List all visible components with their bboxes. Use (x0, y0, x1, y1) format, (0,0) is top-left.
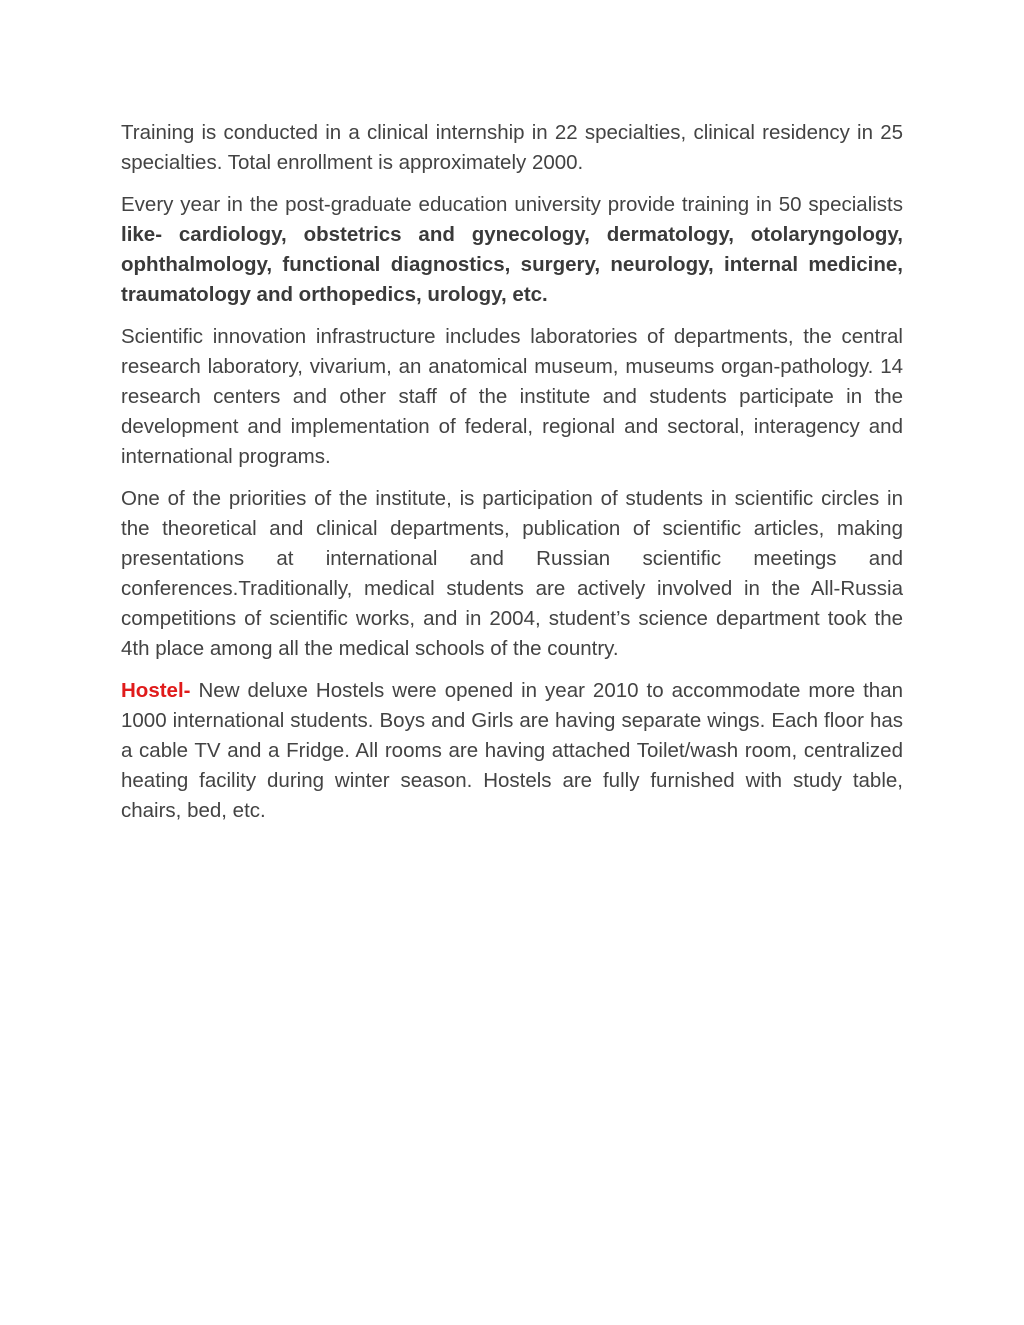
paragraph-infrastructure (121, 322, 903, 472)
paragraph-specialties-lead: Every year in the post-graduate education university provide training in 50 specialists (121, 193, 903, 216)
paragraph-specialties (121, 190, 903, 310)
paragraph-hostel-text: New deluxe Hostels were opened in year 2010 to accommodate more than 1000 international students. Boys and Girls are having separate wings. Each floor has a cable TV and a Fridge. All rooms are having attached Toilet/wash room, centralized heating facility during winter season. Hostels are fully furnished with study table, chairs, bed, etc. (121, 679, 903, 822)
paragraph-infrastructure-text: Scientific innovation infrastructure includes laboratories of departments, the central research laboratory, vivarium, an anatomical museum, museums organ-pathology. 14 research centers and other staff of the institute and students participate in the development and implementation of federal, regional and sectoral, interagency and international programs. (121, 325, 903, 468)
specialties-list: like- cardiology, obstetrics and gynecology, dermatology, otolaryngology, ophthalmology, functional diagnostics, surgery, neurology, internal medicine, traumatology and orthopedics, urology, etc. (121, 223, 903, 306)
document-body (121, 118, 903, 838)
paragraph-priorities (121, 484, 903, 664)
paragraph-priorities-text: One of the priorities of the institute, is participation of students in scientific circles in the theoretical and clinical departments, publication of scientific articles, making presentations at international and Russian scientific meetings and conferences.Traditionally, medical students are actively involved in the All-Russia competitions of scientific works, and in 2004, student’s science department took the 4th place among all the medical schools of the country. (121, 487, 903, 660)
hostel-label: Hostel- (121, 679, 191, 702)
paragraph-training (121, 118, 903, 178)
paragraph-training-text: Training is conducted in a clinical internship in 22 specialties, clinical residency in 25 specialties. Total enrollment is approximately 2000. (121, 121, 903, 174)
paragraph-hostel (121, 676, 903, 826)
